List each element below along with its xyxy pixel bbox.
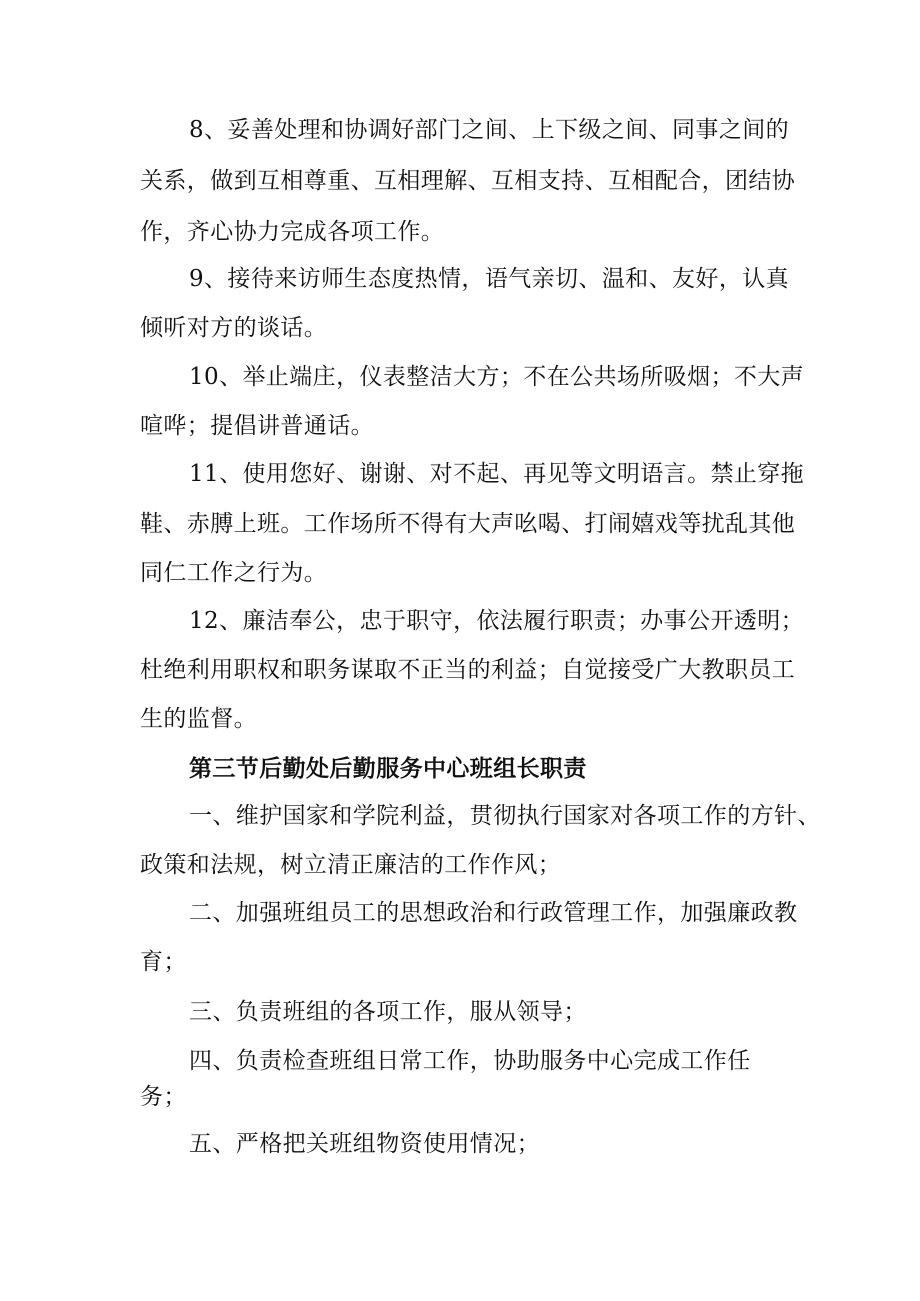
paragraph-line: 作，齐心协力完成各项工作。 xyxy=(140,219,445,245)
paragraph-line: 同仁工作之行为。 xyxy=(140,560,328,586)
paragraph-line: 育； xyxy=(140,949,187,975)
paragraph-line: 政策和法规，树立清正廉洁的工作作风； xyxy=(140,852,562,878)
paragraph-line: 倾听对方的谈话。 xyxy=(140,315,328,341)
paragraph-line: 8、妥善处理和协调好部门之间、上下级之间、同事之间的 xyxy=(189,117,790,143)
paragraph-line: 11、使用您好、谢谢、对不起、再见等文明语言。禁止穿拖 xyxy=(189,461,805,487)
paragraph-line: 9、接待来访师生态度热情，语气亲切、温和、友好，认真 xyxy=(189,266,790,292)
section-heading: 第三节后勤处后勤服务中心班组长职责 xyxy=(189,755,587,782)
paragraph-line: 务； xyxy=(140,1084,187,1110)
paragraph-line: 杜绝利用职权和职务谋取不正当的利益；自觉接受广大教职员工 xyxy=(140,657,796,683)
paragraph-line: 四、负责检查班组日常工作，协助服务中心完成工作任 xyxy=(189,1048,751,1074)
paragraph-line: 喧哗；提倡讲普通话。 xyxy=(140,413,374,439)
paragraph-line: 关系，做到互相尊重、互相理解、互相支持、互相配合，团结协 xyxy=(140,168,796,194)
paragraph-line: 五、严格把关班组物资使用情况； xyxy=(189,1131,540,1157)
paragraph-line: 生的监督。 xyxy=(140,706,257,732)
paragraph-line: 一、维护国家和学院利益，贯彻执行国家对各项工作的方针、 xyxy=(189,803,821,829)
paragraph-line: 10、举止端庄，仪表整洁大方；不在公共场所吸烟；不大声 xyxy=(189,364,805,390)
paragraph-line: 鞋、赤膊上班。工作场所不得有大声吆喝、打闹嬉戏等扰乱其他 xyxy=(140,511,796,537)
paragraph-line: 二、加强班组员工的思想政治和行政管理工作，加强廉政教 xyxy=(189,900,798,926)
paragraph-line: 12、廉洁奉公，忠于职守，依法履行职责；办事公开透明； xyxy=(189,608,805,634)
paragraph-line: 三、负责班组的各项工作，服从领导； xyxy=(189,999,587,1025)
